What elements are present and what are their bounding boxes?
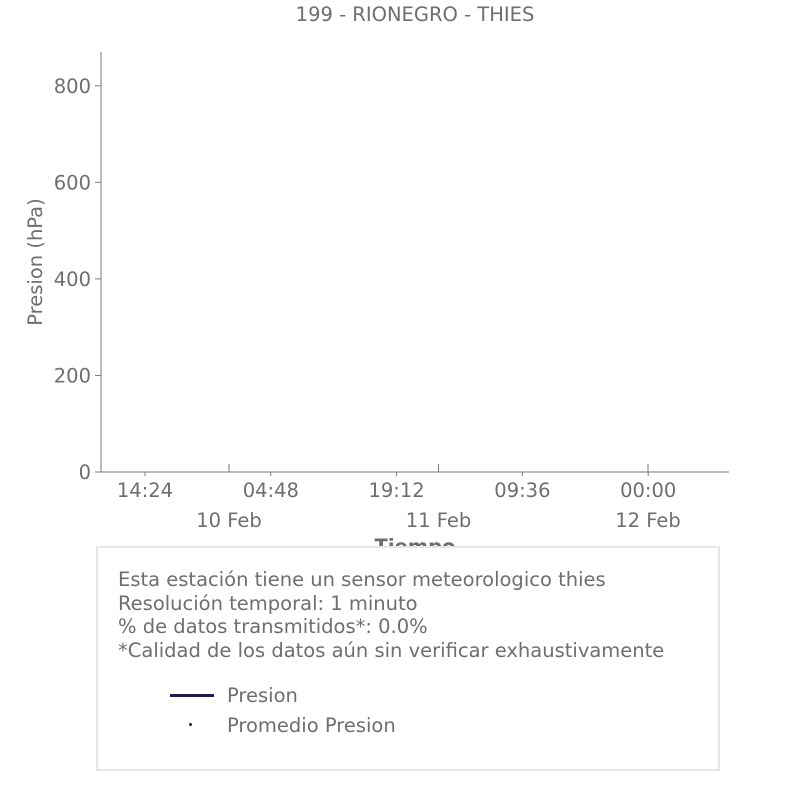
y-tick-label: 600	[53, 171, 91, 195]
info-line-quality-note: *Calidad de los datos aún sin verificar exhaustivamente	[118, 638, 665, 662]
legend-label: Presion	[227, 683, 298, 707]
info-line-transmitted: % de datos transmitidos*: 0.0%	[118, 615, 428, 638]
x-minor-tick-label: 04:48	[242, 479, 299, 502]
y-tick-label: 0	[78, 461, 91, 484]
y-tick-label: 800	[53, 74, 91, 98]
info-panel	[96, 546, 720, 771]
x-minor-tick-label: 19:12	[368, 479, 425, 502]
info-line-resolution: Resolución temporal: 1 minuto	[118, 591, 418, 615]
chart-title: 199 - RIONEGRO - THIES	[295, 3, 535, 26]
x-major-tick-label: 12 Feb	[615, 509, 681, 532]
info-line-sensor: Esta estación tiene un sensor meteorologico thies	[118, 568, 606, 591]
x-ticks	[117, 464, 681, 532]
x-minor-tick-label: 00:00	[620, 479, 677, 502]
legend-line-swatch	[168, 680, 214, 710]
x-major-tick-label: 11 Feb	[405, 509, 472, 532]
legend-item-presion	[168, 680, 396, 710]
legend-item-promedio	[168, 710, 396, 740]
legend-dot-swatch	[168, 710, 214, 740]
y-axis-label: Presion (hPa)	[24, 198, 47, 326]
x-minor-tick-label: 09:36	[494, 479, 551, 502]
y-tick-label: 400	[53, 267, 91, 291]
x-minor-tick-label: 14:24	[116, 479, 174, 502]
plot-axes	[101, 52, 729, 472]
y-tick-label: 200	[53, 364, 91, 388]
y-ticks	[54, 75, 101, 484]
info-text	[118, 568, 664, 662]
legend-label: Promedio Presion	[227, 713, 396, 737]
x-major-tick-label: 10 Feb	[196, 509, 262, 532]
legend	[168, 680, 396, 740]
